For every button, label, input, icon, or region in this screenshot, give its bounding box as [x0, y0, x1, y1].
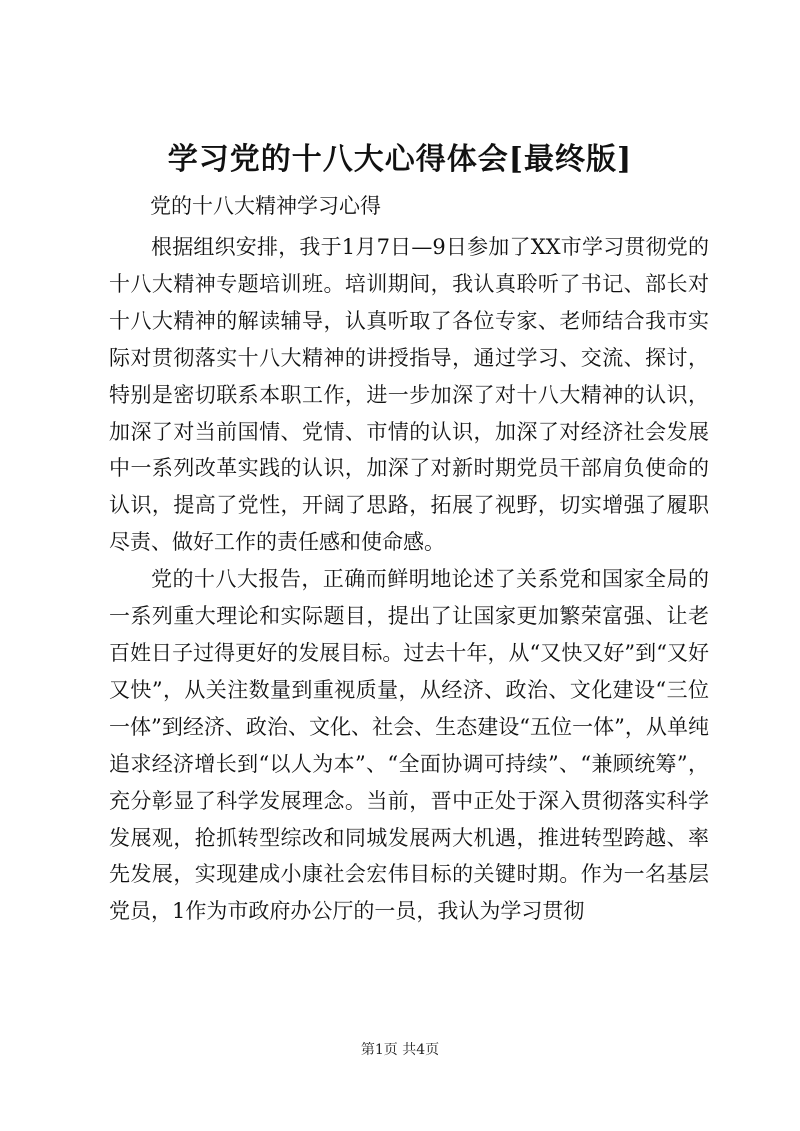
- page-footer: 第1页 共4页: [360, 1042, 440, 1058]
- document-body: [109, 229, 709, 930]
- paragraph: 根据组织安排，我于1月7日—9日参加了XX市学习贯彻党的十八大精神专题培训班。培训期间，我认真聆听了书记、部长对十八大精神的解读辅导，认真听取了各位专家、老师结合我市实际对贯彻落实十八大精神的讲授指导，通过学习、交流、探讨，特别是密切联系本职工作，进一步加深了对十八大精神的认识，加深了对当前国情、党情、市情的认识，加深了对经济社会发展中一系列改革实践的认识，加深了对新时期党员干部肩负使命的认识，提高了党性，开阔了思路，拓展了视野，切实增强了履职尽责、做好工作的责任感和使命感。: [109, 235, 709, 555]
- page-title: 学习党的十八大心得体会[最终版]: [167, 142, 633, 177]
- section-heading: 党的十八大精神学习心得: [150, 194, 381, 218]
- paragraph: 党的十八大报告，正确而鲜明地论述了关系党和国家全局的一系列重大理论和实际题目，提出了让国家更加繁荣富强、让老百姓日子过得更好的发展目标。过去十年，从“又快又好”到“又好又快”，从关注数量到重视质量，从经济、政治、文化建设“三位一体”到经济、政治、文化、社会、生态建设“五位一体”，从单纯追求经济增长到“以人为本”、“全面协调可持续”、“兼顾统筹”，充分彰显了科学发展理念。当前，晋中正处于深入贯彻落实科学发展观，抢抓转型综改和同城发展两大机遇，推进转型跨越、率先发展，实现建成小康社会宏伟目标的关键时期。作为一名基层党员，1作为市政府办公厅的一员，我认为学习贯彻: [109, 567, 709, 924]
